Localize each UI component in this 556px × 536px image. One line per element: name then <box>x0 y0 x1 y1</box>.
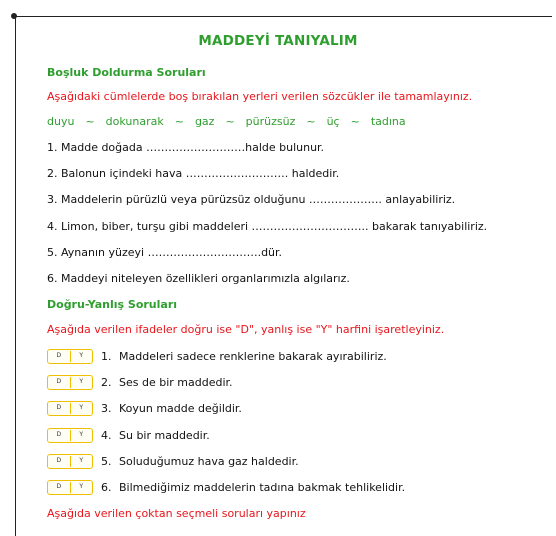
false-option[interactable]: Y <box>79 404 84 411</box>
fill-section-instruction: Aşağıdaki cümlelerde boş bırakılan yerleri verilen sözcükler ile tamamlayınız. <box>47 90 473 103</box>
true-option[interactable]: D <box>56 457 62 464</box>
word-separator: ~ <box>306 115 316 128</box>
word-separator: ~ <box>85 115 95 128</box>
word-bank-item: üç <box>326 115 340 128</box>
false-option[interactable]: Y <box>79 483 84 490</box>
fill-sentence: 1. Madde doğada ………………………halde bulunur. <box>47 141 325 154</box>
tf-question-number: 4. <box>101 428 112 442</box>
tf-answer-box <box>47 480 93 495</box>
fill-sentence: 4. Limon, biber, turşu gibi maddeleri ………………………….. bakarak tanıyabiliriz. <box>47 220 488 233</box>
true-option[interactable]: D <box>56 378 62 385</box>
page-border-left <box>15 17 16 536</box>
true-option[interactable]: D <box>56 431 62 438</box>
true-option[interactable]: D <box>56 483 62 490</box>
page-border-top <box>12 16 552 17</box>
fill-sentence: 2. Balonun içindeki hava ………………………. haldedir. <box>47 167 340 180</box>
tf-question-text: Soluduğumuz hava gaz haldedir. <box>119 454 299 468</box>
tf-answer-box <box>47 454 93 469</box>
tf-question <box>47 373 233 391</box>
tf-question <box>47 399 242 417</box>
true-option[interactable]: D <box>56 352 62 359</box>
tf-question-text: Su bir maddedir. <box>119 428 210 442</box>
word-bank-item: pürüzsüz <box>245 115 296 128</box>
fill-sentence: 6. Maddeyi niteleyen özellikleri organlarımızla algılarız. <box>47 272 350 285</box>
tf-question-number: 1. <box>101 349 112 363</box>
word-bank-item: gaz <box>194 115 215 128</box>
tf-question <box>47 426 210 444</box>
fill-section-heading: Boşluk Doldurma Soruları <box>47 66 206 79</box>
tf-question-text: Ses de bir maddedir. <box>119 375 233 389</box>
tf-question-text: Koyun madde değildir. <box>119 401 242 415</box>
false-option[interactable]: Y <box>79 352 84 359</box>
word-bank <box>47 115 406 128</box>
tf-question-number: 5. <box>101 454 112 468</box>
tf-question <box>47 347 387 365</box>
fill-sentence: 5. Aynanın yüzeyi ………………………….dür. <box>47 246 283 259</box>
tf-question-number: 3. <box>101 401 112 415</box>
tf-answer-box <box>47 428 93 443</box>
false-option[interactable]: Y <box>79 431 84 438</box>
tf-answer-box <box>47 349 93 364</box>
word-bank-item: dokunarak <box>105 115 164 128</box>
tf-answer-box <box>47 401 93 416</box>
tf-question-text: Maddeleri sadece renklerine bakarak ayırabiliriz. <box>119 349 387 363</box>
word-separator: ~ <box>225 115 235 128</box>
tf-section-instruction: Aşağıda verilen ifadeler doğru ise "D", yanlış ise "Y" harfini işaretleyiniz. <box>47 323 445 336</box>
tf-answer-box <box>47 375 93 390</box>
tf-section-heading: Doğru-Yanlış Soruları <box>47 298 178 311</box>
true-option[interactable]: D <box>56 404 62 411</box>
false-option[interactable]: Y <box>79 457 84 464</box>
tf-question-number: 2. <box>101 375 112 389</box>
false-option[interactable]: Y <box>79 378 84 385</box>
word-bank-item: duyu <box>47 115 75 128</box>
fill-sentence: 3. Maddelerin pürüzlü veya pürüzsüz olduğunu ……………….. anlayabiliriz. <box>47 193 456 206</box>
word-separator: ~ <box>350 115 360 128</box>
tf-question <box>47 478 405 496</box>
tf-question <box>47 452 299 470</box>
word-bank-item: tadına <box>370 115 406 128</box>
tf-question-text: Bilmediğimiz maddelerin tadına bakmak tehlikelidir. <box>119 480 406 494</box>
word-separator: ~ <box>174 115 184 128</box>
page-title: MADDEYİ TANIYALIM <box>198 33 358 49</box>
tf-question-number: 6. <box>101 480 112 494</box>
mc-section-instruction: Aşağıda verilen çoktan seçmeli soruları yapınız <box>47 507 306 520</box>
